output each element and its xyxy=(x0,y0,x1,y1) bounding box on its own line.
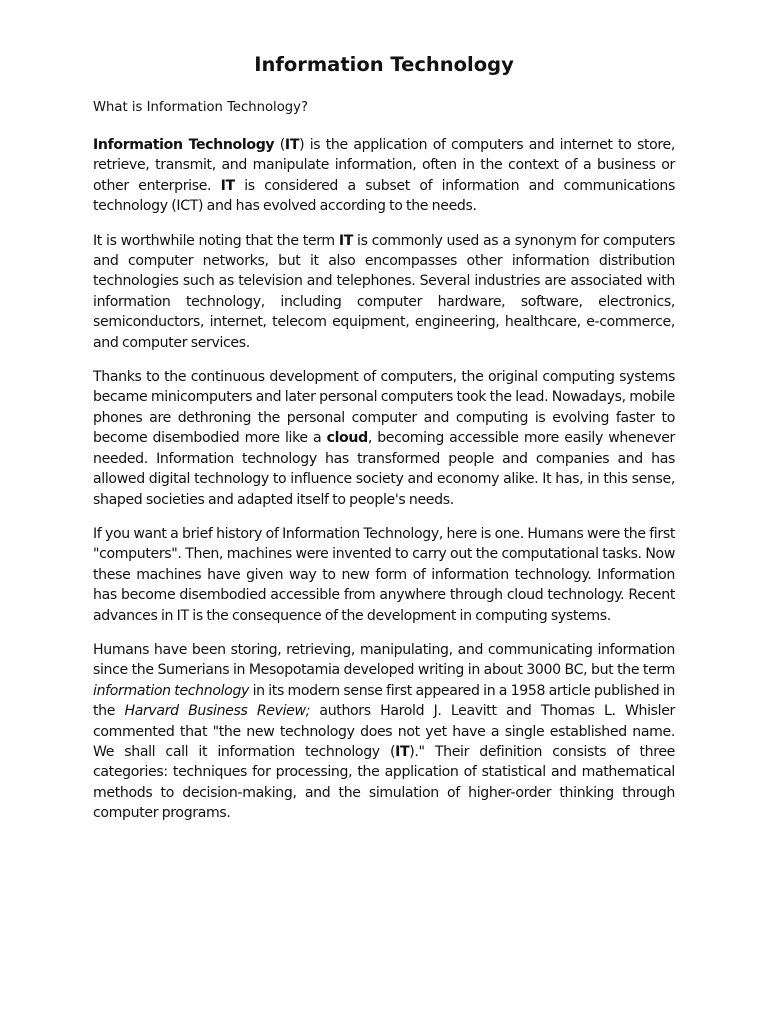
term-bold: Information Technology xyxy=(93,137,275,153)
paragraph-text: in its modern sense first appeared in a 1958 article published in the xyxy=(93,682,675,720)
term-italic: Harvard Business Review; xyxy=(124,703,311,720)
paragraph-text: , becoming accessible more easily whenever needed. Information technology has transformed people and companies and has allowed digital technology to influence society and economy alike. It has, in this sense, shaped societies and adapted itself to people's needs. xyxy=(93,430,675,508)
paragraph-text: ) is the application of computers and internet to store, retrieve, transmit, and manipulate information, often in the context of a business or other enterprise. xyxy=(93,137,675,194)
paragraph-text: If you want a brief history of Information Technology, here is one. Humans were the first "computers". Then, machines were invented to carry out the computational tasks. Now these machines have given way to new form of information technology. Information has become disembodied accessible from anywhere through cloud technology. Recent advances in IT is the consequence of the development in computing systems. xyxy=(93,525,675,624)
term-bold: cloud xyxy=(326,430,368,447)
term-italic: information technology xyxy=(93,682,250,699)
document-title: Information Technology xyxy=(254,53,514,76)
paragraph-text: Thanks to the continuous development of computers, the original computing systems became minicomputers and later personal computers took the lead. Nowadays, mobile phones are dethroning the personal computer and computing is evolving faster to become disembodied more like a xyxy=(93,369,675,447)
paragraph-text: is commonly used as a synonym for computers and computer networks, but it also encompasses other information distribution technologies such as television and telephones. Several industries are associated with information technology, including computer hardware, software, electronics, semiconductors, internet, telecom equipment, engineering, healthcare, e-commerce, and computer services. xyxy=(93,232,676,351)
paragraph-text: is considered a subset of information and communications technology (ICT) and has evolved according to the needs. xyxy=(93,177,675,215)
paragraph-definition xyxy=(93,135,675,217)
term-bold: IT xyxy=(395,743,410,760)
paragraph-text: )." Their definition consists of three categories: techniques for processing, the application of statistical and mathematical methods to decision-making, and the simulation of higher-order thinking through computer programs. xyxy=(93,743,675,822)
paragraph-text: authors Harold J. Leavitt and Thomas L. Whisler commented that "the new technology does not yet have a single established name. We shall call it information technology ( xyxy=(93,703,675,760)
section-question: What is Information Technology? xyxy=(93,100,308,115)
term-bold: IT xyxy=(284,137,300,153)
paragraph-text: ( xyxy=(274,137,285,153)
term-bold: IT xyxy=(220,177,235,194)
paragraph-brief-history xyxy=(93,524,675,626)
paragraph-text: Humans have been storing, retrieving, manipulating, and communicating information since the Sumerians in Mesopotamia developed writing in about 3000 BC, but the term xyxy=(93,641,675,679)
paragraph-text: It is worthwhile noting that the term xyxy=(93,232,339,249)
term-bold: IT xyxy=(338,232,353,249)
paragraph-origins xyxy=(93,640,675,824)
paragraph-synonym xyxy=(93,231,675,353)
paragraph-development xyxy=(93,367,675,510)
